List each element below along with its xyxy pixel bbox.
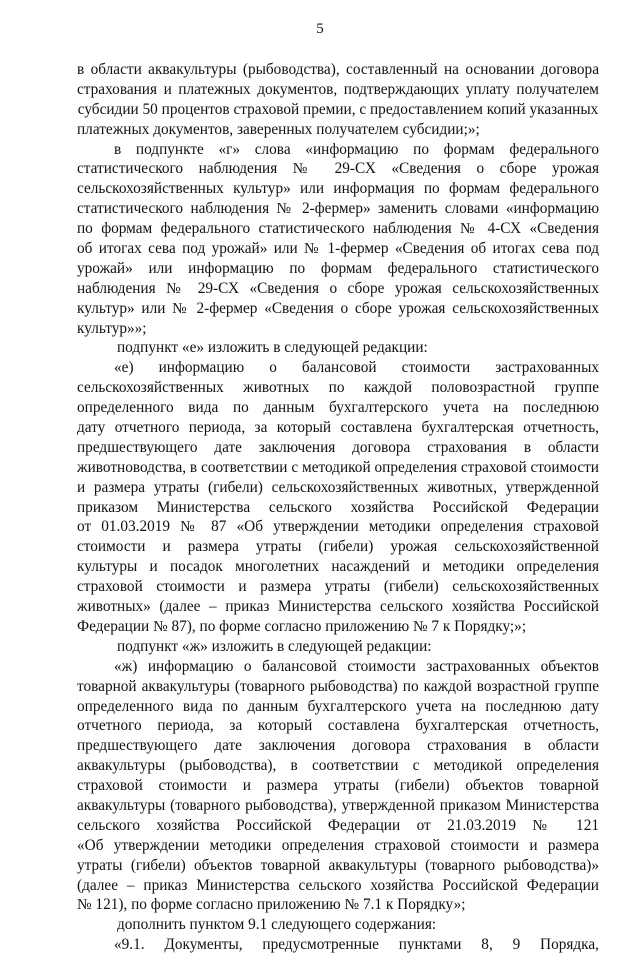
text-line: по формам федерального статистического наблюдения № 4-СХ «Сведения: [77, 220, 599, 238]
text-line: культур» или № 2-фермер «Сведения о сборе урожая сельскохозяйственных: [77, 299, 599, 317]
text-line: «Об утверждении методики определения страховой стоимости и размера: [77, 836, 599, 854]
text-line: стоимости и размера утраты (гибели) урожая сельскохозяйственной: [77, 538, 599, 556]
text-line: «е) информацию о балансовой стоимости застрахованных: [114, 359, 599, 377]
text-line: отчетного периода, за который составлена бухгалтерская отчетность,: [77, 717, 599, 735]
text-line: дополнить пунктом 9.1 следующего содержания:: [117, 916, 437, 934]
text-line: приказом Министерства сельского хозяйства Российской Федерации: [77, 498, 599, 516]
text-line: животноводства, в соответствии с методикой определения страховой стоимости: [77, 458, 599, 476]
text-line: дату отчетного периода, за который составлена бухгалтерская отчетность,: [77, 419, 599, 437]
text-line: Федерации № 87), по форме согласно приложению № 7 к Порядку;»;: [77, 617, 527, 635]
text-line: утраты (гибели) объектов товарной аквакультуры (товарного рыбоводства)»: [77, 856, 599, 874]
text-line: предшествующего дате заключения договора страхования в области: [77, 438, 599, 456]
text-line: в подпункте «г» слова «информацию по формам федерального: [114, 140, 599, 158]
text-line: от 01.03.2019 № 87 «Об утверждении методики определения страховой: [77, 518, 599, 536]
text-line: в области аквакультуры (рыбоводства), составленный на основании договора: [77, 61, 599, 78]
text-line: культур»»;: [77, 319, 147, 337]
text-line: субсидии 50 процентов страховой премии, с предоставлением копий указанных: [77, 100, 599, 118]
text-line: товарной аквакультуры (товарного рыбоводства) по каждой возрастной группе: [77, 677, 599, 695]
text-line: сельскохозяйственных культур» или информация по формам федерального: [77, 180, 599, 198]
text-line: страхования и платежных документов, подтверждающих уплату получателем: [77, 80, 599, 98]
text-line: подпункт «ж» изложить в следующей редакции:: [117, 637, 432, 655]
text-line: страховой стоимости и размера утраты (гибели) объектов товарной: [77, 777, 599, 795]
text-line: сельскохозяйственных животных по каждой половозрастной группе: [77, 379, 599, 397]
text-line: статистического наблюдения № 29-СХ «Сведения о сборе урожая: [77, 160, 599, 178]
text-line: животных» (далее – приказ Министерства сельского хозяйства Российской: [77, 598, 599, 616]
text-line: подпункт «е» изложить в следующей редакции:: [117, 339, 428, 357]
text-line: № 121), по форме согласно приложению № 7.1 к Порядку»;: [77, 896, 466, 914]
text-line: (далее – приказ Министерства сельского хозяйства Российской Федерации: [77, 876, 599, 894]
text-line: статистического наблюдения № 2-фермер» заменить словами «информацию: [77, 200, 599, 218]
text-line: определенного вида по данным бухгалтерского учета на последнюю дату: [77, 697, 599, 715]
page-number: 5: [316, 21, 324, 37]
text-line: аквакультуры (товарного рыбоводства), утвержденной приказом Министерства: [77, 796, 599, 814]
text-line: наблюдения № 29-СХ «Сведения о сборе урожая сельскохозяйственных: [77, 279, 599, 297]
text-line: предшествующего дате заключения договора страхования в области: [77, 737, 599, 755]
text-line: и размера утраты (гибели) сельскохозяйственных животных, утвержденной: [77, 478, 599, 496]
body-text: [77, 60, 599, 955]
text-line: определенного вида по данным бухгалтерского учета на последнюю: [77, 399, 599, 417]
text-line: «ж) информацию о балансовой стоимости застрахованных объектов: [114, 657, 599, 675]
text-line: «9.1. Документы, предусмотренные пунктами 8, 9 Порядка,: [114, 936, 599, 954]
text-line: культуры и посадок многолетних насаждений и методики определения: [77, 558, 599, 576]
text-line: урожай» или информацию по формам федерального статистического: [77, 259, 599, 277]
text-line: аквакультуры (рыбоводства), в соответствии с методикой определения: [77, 757, 599, 775]
text-line: сельского хозяйства Российской Федерации от 21.03.2019 № 121: [77, 816, 599, 834]
text-line: об итогах сева под урожай» или № 1-фермер «Сведения об итогах сева под: [77, 240, 599, 258]
text-line: страховой стоимости и размера утраты (гибели) сельскохозяйственных: [77, 578, 599, 596]
text-line: платежных документов, заверенных получателем субсидии;»;: [77, 120, 480, 138]
